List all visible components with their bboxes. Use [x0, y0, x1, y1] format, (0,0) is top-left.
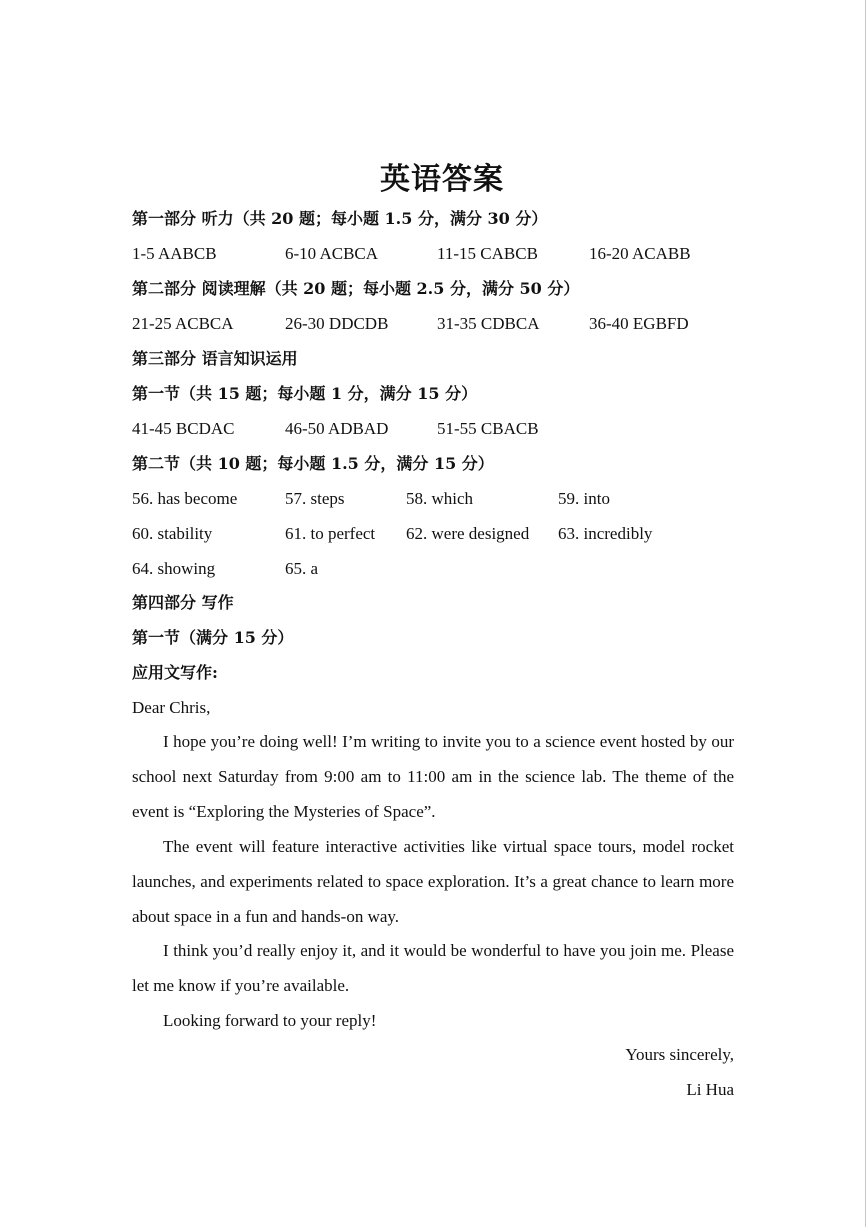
answer-group: 21-25 ACBCA — [132, 314, 234, 333]
letter-signature: Li Hua — [686, 1080, 734, 1099]
letter-paragraph: The event will feature interactive activities like virtual space tours, model rocket launches, and experiments related to space exploration. It’s a great chance to learn more about space in a fun and hands-on way. — [132, 837, 734, 926]
answer-group: 41-45 BCDAC — [132, 419, 235, 438]
answer-item: 59. into — [558, 489, 610, 508]
answer-item: 57. steps — [285, 489, 345, 508]
writing-label: 应用文写作: — [132, 663, 218, 682]
answer-group: 16-20 ACABB — [589, 244, 691, 263]
answer-group: 26-30 DDCDB — [285, 314, 389, 333]
answer-group: 36-40 EGBFD — [589, 314, 689, 333]
letter-greeting: Dear Chris, — [132, 698, 211, 717]
part2-heading: 第二部分 阅读理解（共 20 题；每小题 2.5 分，满分 50 分） — [132, 279, 580, 298]
answer-item: 65. a — [285, 559, 319, 578]
letter-paragraph: Looking forward to your reply! — [163, 1011, 377, 1030]
answer-item: 56. has become — [132, 489, 238, 508]
part3-section1-heading: 第一节（共 15 题；每小题 1 分，满分 15 分） — [132, 384, 478, 403]
answer-item: 62. were designed — [406, 524, 530, 543]
answer-group: 46-50 ADBAD — [285, 419, 389, 438]
answer-group: 31-35 CDBCA — [437, 314, 540, 333]
answer-group: 11-15 CABCB — [437, 244, 538, 263]
answer-item: 60. stability — [132, 524, 213, 543]
answer-group: 1-5 AABCB — [132, 244, 217, 263]
letter-paragraph: I think you’d really enjoy it, and it would be wonderful to have you join me. Please let me know if you’re available. — [132, 941, 734, 995]
answer-group: 51-55 CBACB — [437, 419, 539, 438]
answer-item: 64. showing — [132, 559, 216, 578]
letter-closing: Yours sincerely, — [625, 1045, 734, 1064]
part3-heading: 第三部分 语言知识运用 — [132, 349, 298, 368]
page-title: 英语答案 — [380, 162, 504, 197]
answer-item: 61. to perfect — [285, 524, 376, 543]
part4-heading: 第四部分 写作 — [132, 593, 234, 612]
answer-item: 58. which — [406, 489, 474, 508]
part4-section1-heading: 第一节（满分 15 分） — [132, 628, 294, 647]
answer-group: 6-10 ACBCA — [285, 244, 379, 263]
part1-heading: 第一部分 听力（共 20 题；每小题 1.5 分，满分 30 分） — [132, 209, 548, 228]
letter-paragraph: I hope you’re doing well! I’m writing to invite you to a science event hosted by our school next Saturday from 9:00 am to 11:00 am in the science lab. The theme of the event is “Exploring the Mysteries of Space”. — [132, 732, 734, 821]
answer-item: 63. incredibly — [558, 524, 653, 543]
part3-section2-heading: 第二节（共 10 题；每小题 1.5 分，满分 15 分） — [132, 454, 494, 473]
